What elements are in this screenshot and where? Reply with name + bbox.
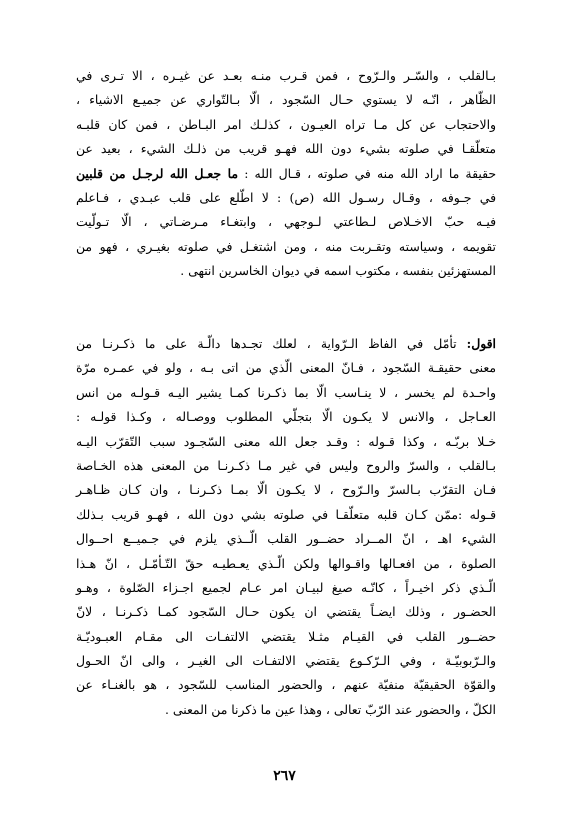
paragraph-line: فيـه حبّ الاخـلاص لـطاعتي لـوجهي ، وابتغـاء مـرضـاتي ، الّا تـولّيت xyxy=(76,214,496,230)
paragraph-2 xyxy=(76,332,496,722)
paragraph-line: تقويمه ، وسياسته وتقـربت منه ، ومن اشتغـل في صلوته بغيـري ، فهو من xyxy=(76,238,496,254)
paragraph-line: الّـذي ذكر اخيـراً ، كانّـه صيغ لبيـان امر عـام لجميع اجـزاء الصّلوة ، وهـو xyxy=(76,579,496,595)
line-text: تأمّل في الفاظ الـرّواية ، لعلك تجـدها دالّـة على ما ذكـرنـا من xyxy=(76,336,457,351)
paragraph-line: فـان التقرّب بـالسرّ والـرّوح ، لا يكـون الّا بمـا ذكـرنـا ، وان كـان ظـاهـر xyxy=(76,482,496,498)
paragraph-line: والاحتجاب عن كل مـا تراه العيـون ، كذلـك امر البـاطن ، فمن كان قلبـه xyxy=(76,116,496,132)
line-text: حقيقة ما اراد الله منه في صلوته ، قـال الله : xyxy=(244,165,497,181)
paragraph-label: اقول: xyxy=(466,336,496,351)
paragraph-line: والـرّبوبيّـة ، وفي الـرّكـوع يقتضي الالتفـات الى الغيـر ، والى انّ الحـول xyxy=(76,653,496,669)
paragraph-line: معنى حقيقـة السّجود ، فـانّ المعنى الّذي من اتى بـه ، ولو في عمـره مرّة xyxy=(76,360,496,376)
paragraph-line: الشيء اهـ ، انّ المــراد حضــور القلب الّــذي يلزم في جـميــع احــوال xyxy=(76,531,496,547)
paragraph-line: بـالقلب ، والسرّ والروح وليس في غير مـا ذكـرنـا من المعنى هذه الخـاصة xyxy=(76,457,496,473)
quran-quote: ما جعـل الله لرجـل من قلبين xyxy=(76,165,239,181)
paragraph-line: الصلوة ، من افعـالها واقـوالها ولكن الّـذي يعـطيـه حقّ التّـأمّـل ، انّ هـذا xyxy=(76,555,496,571)
paragraph-line: والقوّة الحقيقيّة منفيّة عنهم ، والحضور المناسب للسّجود ، هو بالغنـاء عن xyxy=(76,677,496,693)
paragraph-line-with-quote xyxy=(76,162,496,186)
paragraph-line: المستهزئين بنفسه ، مكتوب اسمه في ديوان الخاسرين انتهى . xyxy=(180,263,496,279)
paragraph-line: الظّاهر ، انّـه لا يستوي حـال السّجود ، الّا بـالتّواري عن جميـع الاشياء ، xyxy=(76,92,496,108)
paragraph-line: العـاجل ، والانس لا يكـون الّا بتجلّي المطلوب ووصـاله ، وكـذا قولـه : xyxy=(76,409,496,425)
paragraph-line: قـوله :ممّن كـان قلبه متعلّقـا في صلوته بشي دون الله ، فهـو قريب بـذلك xyxy=(76,506,496,522)
paragraph-line: بـالقلب ، والسّـر والـرّوح ، فمن قـرب منـه بعـد عن غيـره ، الا تـرى في xyxy=(76,68,496,83)
paragraph-line: في جـوفه ، وقـال رسـول الله (ص) : لا اطّلع على قلب عبـدي ، فـاعلم xyxy=(76,189,496,205)
paragraph-line: متعلّقـا في صلوته بشيء دون الله فهـو قريب من ذلـك الشيء ، بعيد عن xyxy=(76,141,496,157)
paragraph-line-with-label xyxy=(76,332,496,356)
paragraph-line: الحضـور ، وذلك ايضـاً يقتضي ان يكون حـال السّجود كمـا ذكـرنـا ، لانّ xyxy=(76,604,496,620)
paragraph-1 xyxy=(76,64,496,284)
paragraph-line: واحـدة لم يخسر ، لا ينـاسب الّا بما ذكـرنا كمـا يشير اليـه قـولـه من انس xyxy=(76,384,496,400)
paragraph-line: حضــور القلب في القيـام مثـلا يقتضي الالتفـات الى مقـام العبـوديّـة xyxy=(76,628,496,644)
paragraph-line: الكلّ ، والحضور عند الرّبّ تعالى ، وهذا عين ما ذكرنا من المعنى . xyxy=(165,701,496,717)
page-number: ٢٦٧ xyxy=(273,768,296,784)
paragraph-line: خـلا بربّـه ، وكذا قـوله : وقـد جعل الله معنى السّجـود سبب التّقرّب اليـه xyxy=(76,433,496,449)
